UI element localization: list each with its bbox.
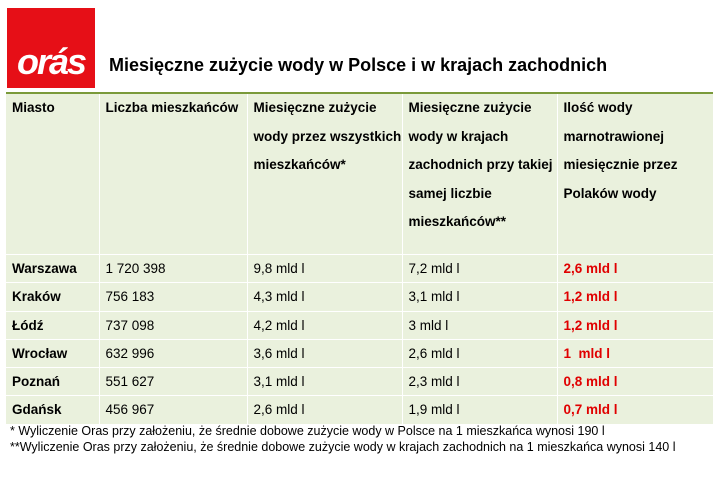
table-row: [6, 311, 713, 339]
cell-poland-usage: 3,1 mld l: [247, 368, 402, 396]
cell-wasted-water: 1,2 mld l: [557, 311, 713, 339]
cell-city: Łódź: [6, 311, 99, 339]
header-population: Liczba mieszkańców: [99, 94, 247, 255]
table-row: [6, 255, 713, 283]
cell-population: 737 098: [99, 311, 247, 339]
cell-wasted-water: 2,6 mld l: [557, 255, 713, 283]
cell-city: Poznań: [6, 368, 99, 396]
cell-population: 632 996: [99, 339, 247, 367]
cell-poland-usage: 4,2 mld l: [247, 311, 402, 339]
cell-city: Wrocław: [6, 339, 99, 367]
header-poland-usage: Miesięczne zużycie wody przez wszystkich mieszkańców*: [247, 94, 402, 255]
cell-western-usage: 7,2 mld l: [402, 255, 557, 283]
cell-wasted-water: 1,2 mld l: [557, 283, 713, 311]
cell-wasted-water: 0,7 mld l: [557, 396, 713, 424]
table-row: [6, 339, 713, 367]
footnote-poland: * Wyliczenie Oras przy założeniu, że średnie dobowe zużycie wody w Polsce na 1 mieszkańca wynosi 190 l: [10, 424, 605, 438]
cell-city: Warszawa: [6, 255, 99, 283]
page-title: Miesięczne zużycie wody w Polsce i w krajach zachodnich: [109, 55, 608, 75]
cell-western-usage: 3 mld l: [402, 311, 557, 339]
cell-poland-usage: 9,8 mld l: [247, 255, 402, 283]
cell-wasted-water: 1 mld l: [557, 339, 713, 367]
cell-poland-usage: 4,3 mld l: [247, 283, 402, 311]
cell-poland-usage: 3,6 mld l: [247, 339, 402, 367]
cell-city: Gdańsk: [6, 396, 99, 424]
cell-population: 1 720 398: [99, 255, 247, 283]
cell-western-usage: 1,9 mld l: [402, 396, 557, 424]
cell-population: 456 967: [99, 396, 247, 424]
table-row: [6, 368, 713, 396]
header-city: Miasto: [12, 100, 55, 115]
table-row: [6, 283, 713, 311]
header-wasted-water: Ilość wody marnotrawionej miesięcznie przez Polaków wody: [557, 94, 713, 255]
water-usage-table: [6, 94, 713, 424]
header-western-usage: Miesięczne zużycie wody w krajach zachodnich przy takiej samej liczbie mieszkańców**: [402, 94, 557, 255]
cell-western-usage: 2,6 mld l: [402, 339, 557, 367]
cell-population: 756 183: [99, 283, 247, 311]
oras-logo-mark: [7, 8, 95, 88]
table-row: [6, 396, 713, 424]
oras-logo: [7, 8, 95, 88]
cell-wasted-water: 0,8 mld l: [557, 368, 713, 396]
cell-city: Kraków: [6, 283, 99, 311]
cell-western-usage: 2,3 mld l: [402, 368, 557, 396]
cell-poland-usage: 2,6 mld l: [247, 396, 402, 424]
table-header-row: [6, 94, 713, 255]
oras-logo-wordmark: orás: [16, 41, 86, 82]
cell-western-usage: 3,1 mld l: [402, 283, 557, 311]
cell-population: 551 627: [99, 368, 247, 396]
footnote-western: **Wyliczenie Oras przy założeniu, że średnie dobowe zużycie wody w krajach zachodnich na 1 mieszkańca wynosi 140 l: [10, 440, 676, 454]
